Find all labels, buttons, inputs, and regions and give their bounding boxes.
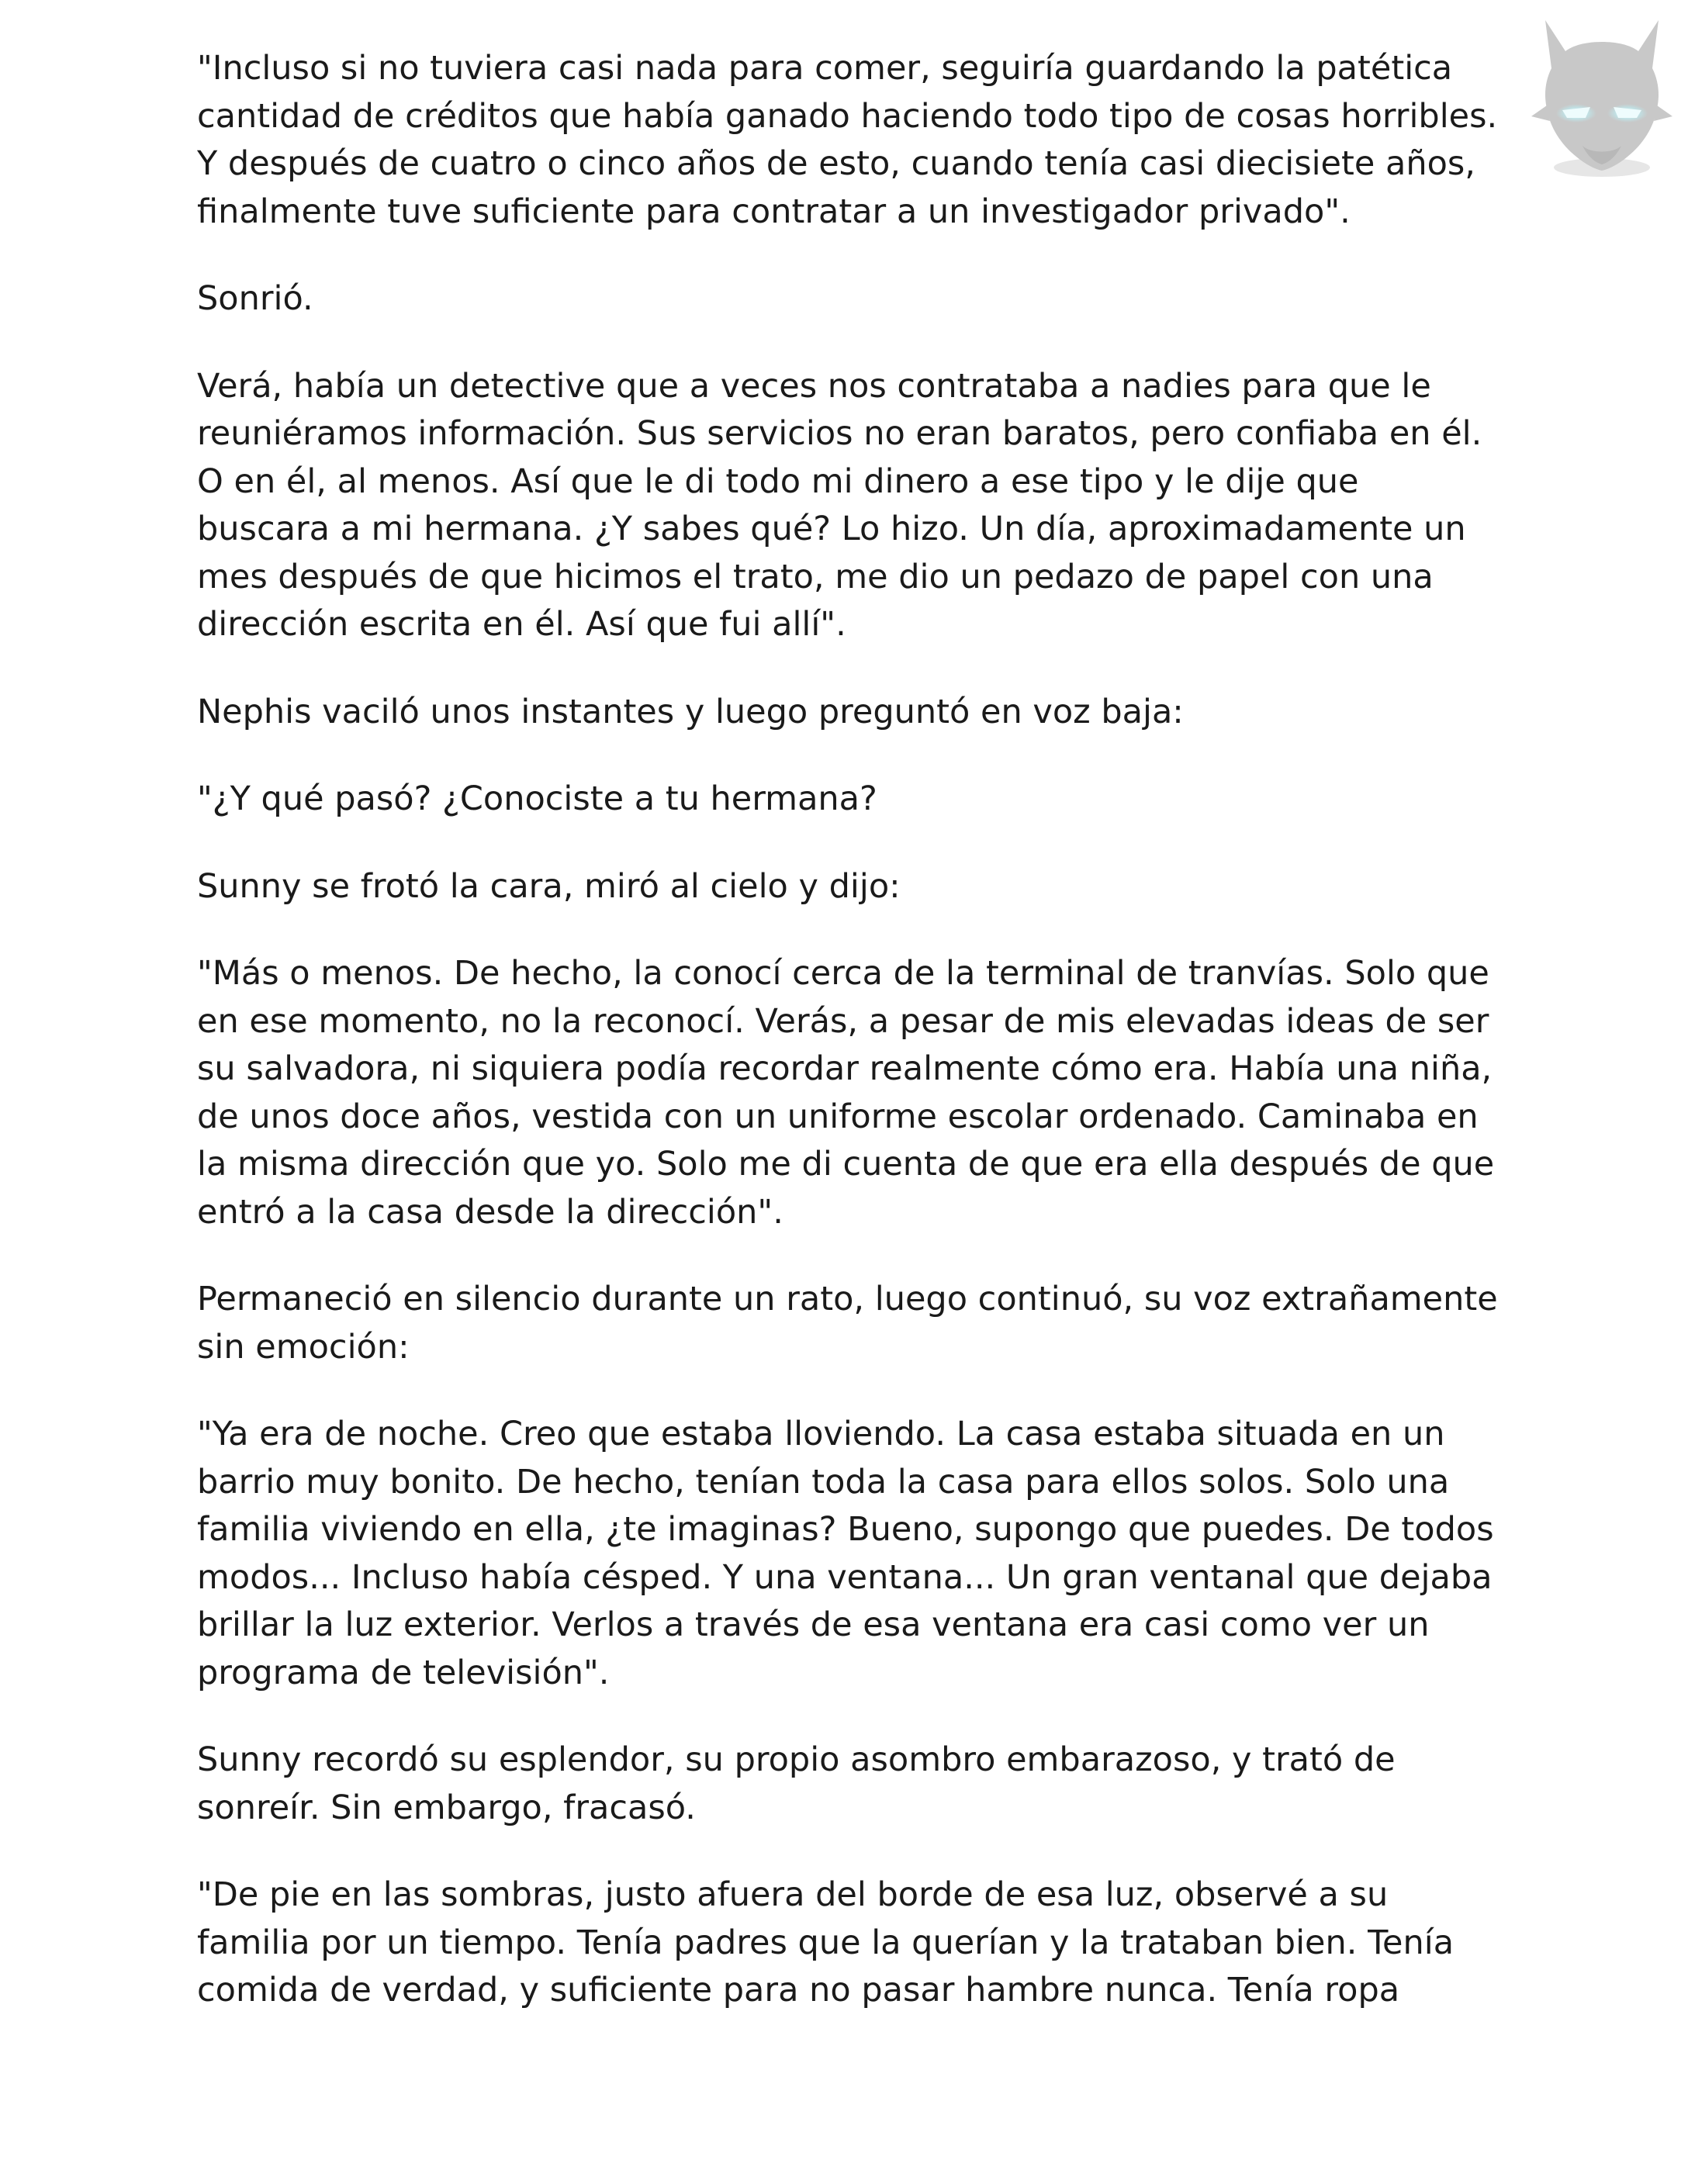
- body-text: [197, 45, 1500, 2054]
- paragraph: "Incluso si no tuviera casi nada para comer, seguiría guardando la patética cantidad de créditos que había ganado haciendo todo tipo de cosas horribles. Y después de cuatro o cinco años de esto, cuando tenía casi diecisiete años, finalmente tuve suficiente para contratar a un investigador privado".: [197, 49, 1498, 231]
- paragraph: Sunny recordó su esplendor, su propio asombro embarazoso, y trató de sonreír. Sin embargo, fracasó.: [197, 1740, 1396, 1827]
- paragraph: Nephis vaciló unos instantes y luego preguntó en voz baja:: [197, 692, 1184, 731]
- paragraph: Verá, había un detective que a veces nos contrataba a nadies para que le reuniéramos información. Sus servicios no eran baratos, pero confiaba en él. O en él, al menos. Así que le di todo mi dinero a ese tipo y le dije que buscara a mi hermana. ¿Y sabes qué? Lo hizo. Un día, aproximadamente un mes después de que hicimos el trato, me dio un pedazo de papel con una dirección escrita en él. Así que fui allí".: [197, 366, 1482, 644]
- demon-head-icon: [1528, 14, 1676, 188]
- paragraph: Permaneció en silencio durante un rato, luego continuó, su voz extrañamente sin emoción:: [197, 1280, 1498, 1367]
- paragraph: "Más o menos. De hecho, la conocí cerca de la terminal de tranvías. Solo que en ese momento, no la reconocí. Verás, a pesar de mis elevadas ideas de ser su salvadora, ni siquiera podía recordar realmente cómo era. Había una niña, de unos doce años, vestida con un uniforme escolar ordenado. Caminaba en la misma dirección que yo. Solo me di cuenta de que era ella después de que entró a la casa desde la dirección".: [197, 954, 1495, 1232]
- paragraph: Sonrió.: [197, 279, 313, 318]
- paragraph: Sunny se frotó la cara, miró al cielo y dijo:: [197, 866, 901, 906]
- paragraph: "De pie en las sombras, justo afuera del borde de esa luz, observé a su familia por un tiempo. Tenía padres que la querían y la trataban bien. Tenía comida de verdad, y suficiente para no pasar hambre nunca. Tenía ropa: [197, 1875, 1455, 2009]
- paragraph: "¿Y qué pasó? ¿Conociste a tu hermana?: [197, 779, 877, 818]
- watermark-logo: [1528, 14, 1676, 188]
- paragraph: "Ya era de noche. Creo que estaba lloviendo. La casa estaba situada en un barrio muy bonito. De hecho, tenían toda la casa para ellos solos. Solo una familia viviendo en ella, ¿te imaginas? Bueno, supongo que puedes. De todos modos... Incluso había césped. Y una ventana... Un gran ventanal que dejaba brillar la luz exterior. Verlos a través de esa ventana era casi como ver un programa de televisión".: [197, 1415, 1494, 1692]
